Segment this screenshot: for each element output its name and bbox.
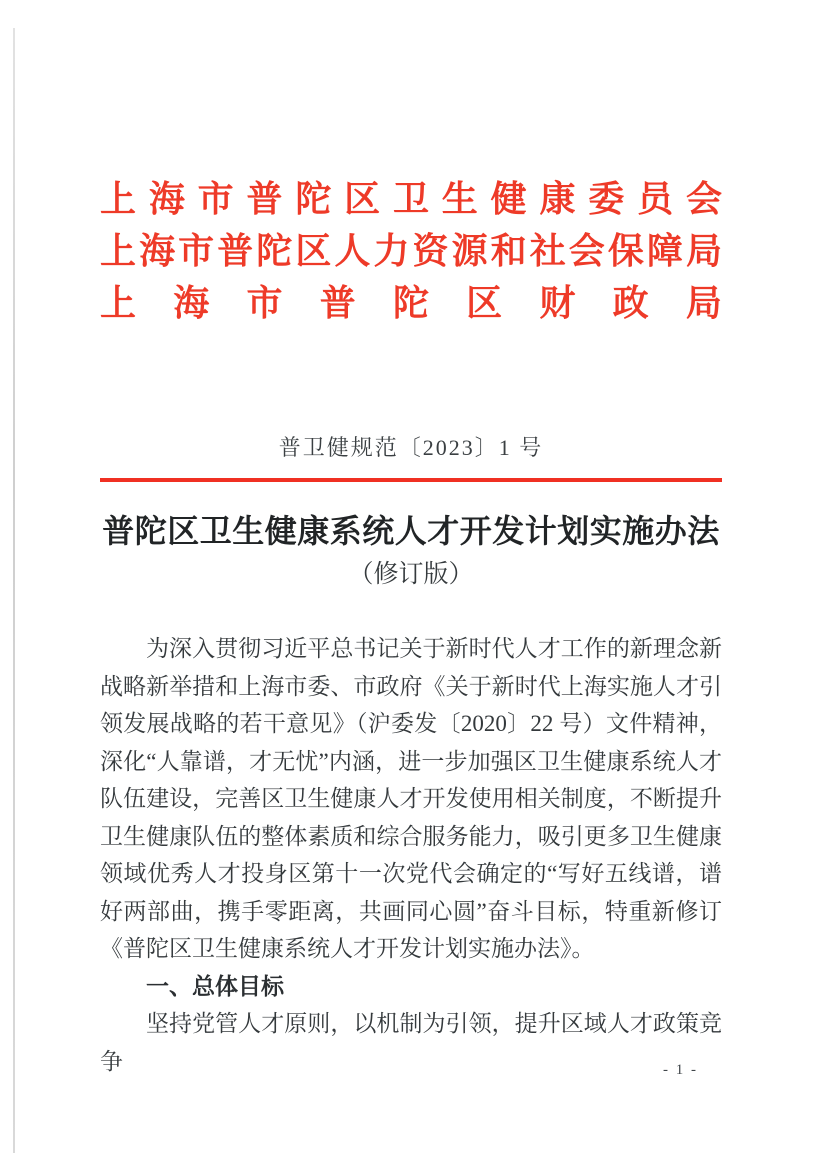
red-divider-line xyxy=(100,478,722,482)
issuing-agency-line-1: 上 海 市 普 陀 区 卫 生 健 康 委 员 会 xyxy=(100,178,722,219)
body-paragraph-goals: 坚持党管人才原则，以机制为引领，提升区域人才政策竞争 xyxy=(100,1011,722,1074)
issuing-agency-line-2: 上 海 市 普 陀 区 人 力 资 源 和 社 会 保 障 局 xyxy=(100,230,722,271)
scan-edge-artifact xyxy=(13,28,15,1153)
body-paragraph-preamble: 为深入贯彻习近平总书记关于新时代人才工作的新理念新战略新举措和上海市委、市政府《关于新时代上海实施人才引领发展战略的若干意见》（沪委发〔2020〕22 号）文件精神，深化“人靠谱，才无忧”内涵，进一步加强区卫生健康系统人才队伍建设，完善区卫生健康人才开发使用相关制度，不断提升卫生健康队伍的整体素质和综合服务能力，吸引更多卫生健康领域优秀人才投身区第十一次党代会确定的“写好五线谱，谱好两部曲，携手零距离，共画同心圆”奋斗目标，特重新修订《普陀区卫生健康系统人才开发计划实施办法》。 xyxy=(100,636,722,961)
document-subtitle: （修订版） xyxy=(348,561,474,588)
document-title: 普陀区卫生健康系统人才开发计划实施办法 xyxy=(102,513,720,549)
issuing-agency-line-3: 上 海 市 普 陀 区 财 政 局 xyxy=(100,282,722,323)
document-body xyxy=(100,630,722,1080)
section-heading-overall-goals: 一、总体目标 xyxy=(146,972,284,999)
document-content xyxy=(100,0,722,1161)
red-letterhead xyxy=(100,170,722,326)
document-reference-number: 普卫健规范〔2023〕1 号 xyxy=(278,435,544,460)
page-number: - 1 - xyxy=(663,1062,698,1078)
